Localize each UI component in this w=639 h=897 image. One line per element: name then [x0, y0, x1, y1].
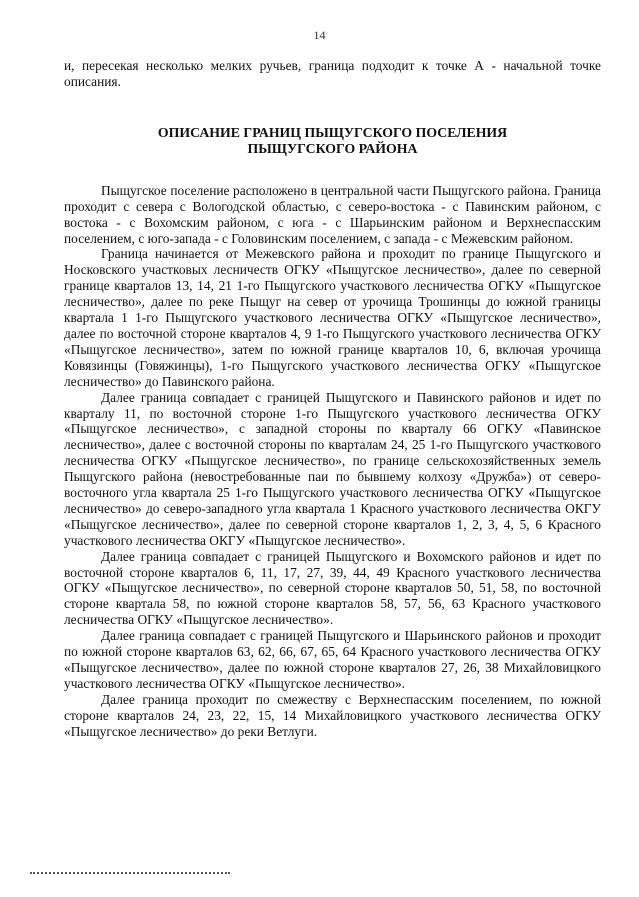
intro-continuation: и, пересекая несколько мелких ручьев, граница подходит к точке А - начальной точке описания.	[64, 58, 601, 89]
paragraph-boundary-start: Граница начинается от Межевского района и проходит по границе Пыщугского и Носковского участковых лесничеств ОГКУ «Пыщугское лесничество», далее по северной границе кварталов 13, 14, 21 1-го Пыщугского участкового лесничества ОГКУ «Пыщугское лесничество», далее по реке Пыщуг на север от урочища Трошинцы до южной границы квартала 1 1-го Пыщугского участкового лесничества ОГКУ «Пыщугское лесничество», далее по восточной стороне кварталов 4, 9 1-го Пыщугского участкового лесничества ОГКУ «Пыщугское лесничество», затем по южной границе кварталов 10, 6, включая урочища Ковязинцы (Говяжинцы), 1-го Пыщугского участкового лесничества ОГКУ «Пыщугское лесничество» до Павинского района.	[64, 246, 601, 389]
paragraph-vokhomsky-border: Далее граница совпадает с границей Пыщугского и Вохомского районов и идет по восточной стороне кварталов 6, 11, 17, 27, 39, 44, 49 Красного участкового лесничества ОГКУ «Пыщугское лесничество», по северной стороне кварталов 50, 51, 58, по восточной стороне квартала 58, по южной стороне кварталов 58, 57, 56, 63 Красного участкового лесничества ОГКУ «Пыщугское лесничество».	[64, 548, 601, 628]
paragraph-sharyinsky-border: Далее граница совпадает с границей Пыщугского и Шарьинского районов и проходит по южной стороне кварталов 63, 62, 66, 67, 65, 64 Красного участкового лесничества ОГКУ «Пыщугское лесничество», далее по южной стороне кварталов 27, 26, 38 Михайловицкого участкового лесничества ОГКУ «Пыщугское лесничество».	[64, 628, 601, 691]
paragraph-pavinsky-border: Далее граница совпадает с границей Пыщугского и Павинского районов и идет по кварталу 11, по восточной стороне 1-го Пыщугского участкового лесничества ОГКУ «Пыщугское лесничество», с западной стороны по кварталу 66 ОГКУ «Павинское лесничество», далее с восточной стороны по кварталам 24, 25 1-го Пыщугского участкового лесничества ОГКУ «Пыщугское лесничество», по границе сельскохозяйственных земель Пыщугского района (невостребованные паи по бывшему колхозу «Дружба») от северо-восточного угла квартала 25 1-го Пыщугского участкового лесничества ОГКУ «Пыщугское лесничество» до северо-западного угла квартала 1 Красного участкового лесничества ОКГУ «Пыщугское лесничество», далее по северной стороне кварталов 1, 2, 3, 4, 5, 6 Красного участкового лесничества ОКГУ «Пыщугское лесничество».	[64, 389, 601, 548]
section-title-line-1: ОПИСАНИЕ ГРАНИЦ ПЫЩУГСКОГО ПОСЕЛЕНИЯ	[157, 124, 508, 140]
section-title-line-2: ПЫЩУГСКОГО РАЙОНА	[247, 140, 418, 156]
section-title	[64, 125, 601, 157]
paragraph-location: Пыщугское поселение расположено в центральной части Пыщугского района. Граница проходит с севера с Вологодской областью, с северо-востока - с Павинским районом, с востока - с Вохомским районом, с юга - с Шарьинским районом и Верхнеспасским поселением, с юго-запада - с Головинским поселением, с запада - с Межевским районом.	[64, 182, 601, 246]
document-body	[64, 58, 601, 740]
page-number: 14	[313, 28, 326, 42]
paragraph-verkhnespassky-border: Далее граница проходит по смежеству с Верхнеспасским поселением, по южной стороне кварталов 24, 23, 22, 15, 14 Михайловицкого участкового лесничества ОГКУ «Пыщугское лесничество» до реки Ветлуги.	[64, 691, 601, 739]
footer-divider	[30, 872, 230, 874]
